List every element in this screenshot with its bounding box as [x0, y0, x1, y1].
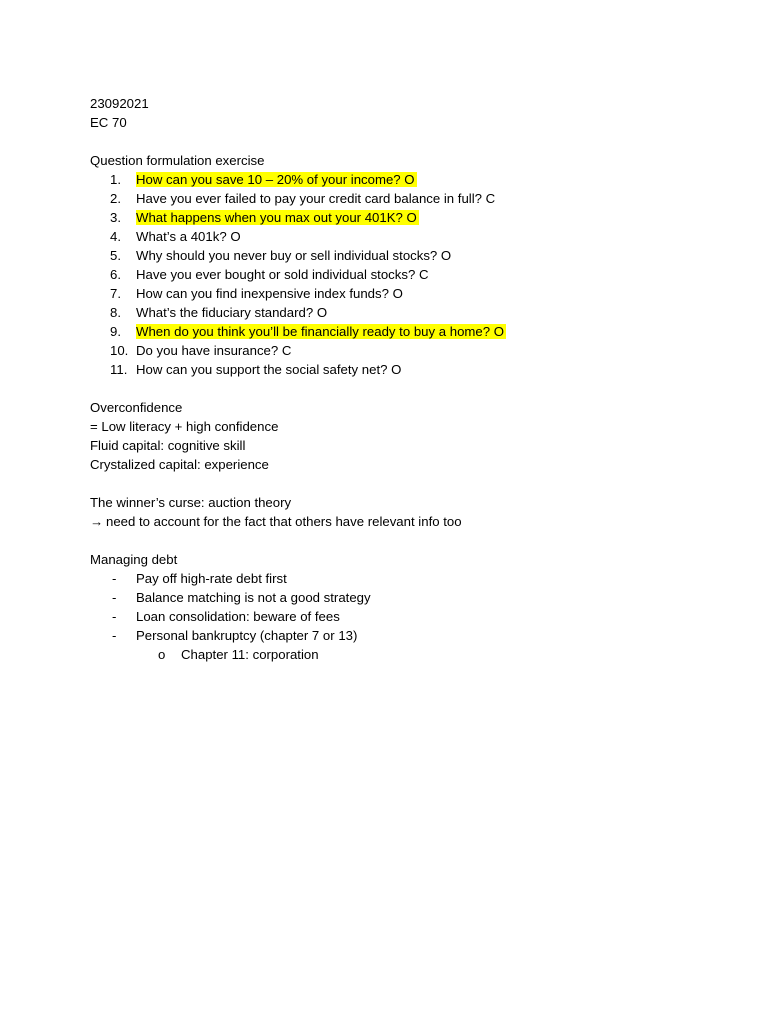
- right-arrow-icon: →: [90, 514, 104, 529]
- dash-bullet: -: [112, 609, 117, 624]
- list-number: 3.: [110, 210, 121, 225]
- list-item: What’s a 401k? O: [136, 229, 241, 244]
- list-item: How can you find inexpensive index funds? O: [136, 286, 403, 301]
- list-item: Loan consolidation: beware of fees: [136, 609, 340, 624]
- dash-bullet: -: [112, 571, 117, 586]
- list-number: 11.: [110, 362, 128, 377]
- list-item: What’s the fiduciary standard? O: [136, 305, 328, 320]
- list-number: 6.: [110, 267, 121, 282]
- highlighted-text: How can you save 10 – 20% of your income? O: [136, 172, 415, 187]
- list-item: Have you ever bought or sold individual stocks? C: [136, 267, 429, 282]
- list-item: Balance matching is not a good strategy: [136, 590, 371, 605]
- list-number: 9.: [110, 324, 121, 339]
- list-number: 7.: [110, 286, 121, 301]
- highlighted-text: What happens when you max out your 401K? O: [136, 210, 417, 225]
- note-line: Crystalized capital: experience: [90, 457, 269, 472]
- sub-list-item: Chapter 11: corporation: [181, 647, 319, 662]
- note-text: need to account for the fact that others have relevant info too: [106, 514, 462, 529]
- list-number: 4.: [110, 229, 121, 244]
- debt-heading: Managing debt: [90, 552, 178, 567]
- note-line: Fluid capital: cognitive skill: [90, 438, 246, 453]
- date-line: 23092021: [90, 96, 149, 111]
- list-item: Pay off high-rate debt first: [136, 571, 287, 586]
- winners-curse-heading: The winner’s curse: auction theory: [90, 495, 292, 510]
- course-line: EC 70: [90, 115, 127, 130]
- list-item: Have you ever failed to pay your credit card balance in full? C: [136, 191, 496, 206]
- highlighted-text: When do you think you’ll be financially ready to buy a home? O: [136, 324, 504, 339]
- winners-curse-note: [90, 512, 462, 531]
- list-item: Personal bankruptcy (chapter 7 or 13): [136, 628, 358, 643]
- list-item: Do you have insurance? C: [136, 343, 292, 358]
- list-item: How can you support the social safety net? O: [136, 362, 402, 377]
- dash-bullet: -: [112, 628, 117, 643]
- note-line: = Low literacy + high confidence: [90, 419, 279, 434]
- list-item: [136, 322, 506, 341]
- list-number: 8.: [110, 305, 121, 320]
- list-item: Why should you never buy or sell individual stocks? O: [136, 248, 452, 263]
- list-number: 2.: [110, 191, 121, 206]
- list-item: [136, 208, 419, 227]
- list-number: 10.: [110, 343, 129, 358]
- list-item: [136, 170, 417, 189]
- list-number: 1.: [110, 172, 121, 187]
- circle-bullet: o: [158, 647, 166, 662]
- qfe-heading: Question formulation exercise: [90, 153, 265, 168]
- list-number: 5.: [110, 248, 121, 263]
- overconfidence-heading: Overconfidence: [90, 400, 183, 415]
- dash-bullet: -: [112, 590, 117, 605]
